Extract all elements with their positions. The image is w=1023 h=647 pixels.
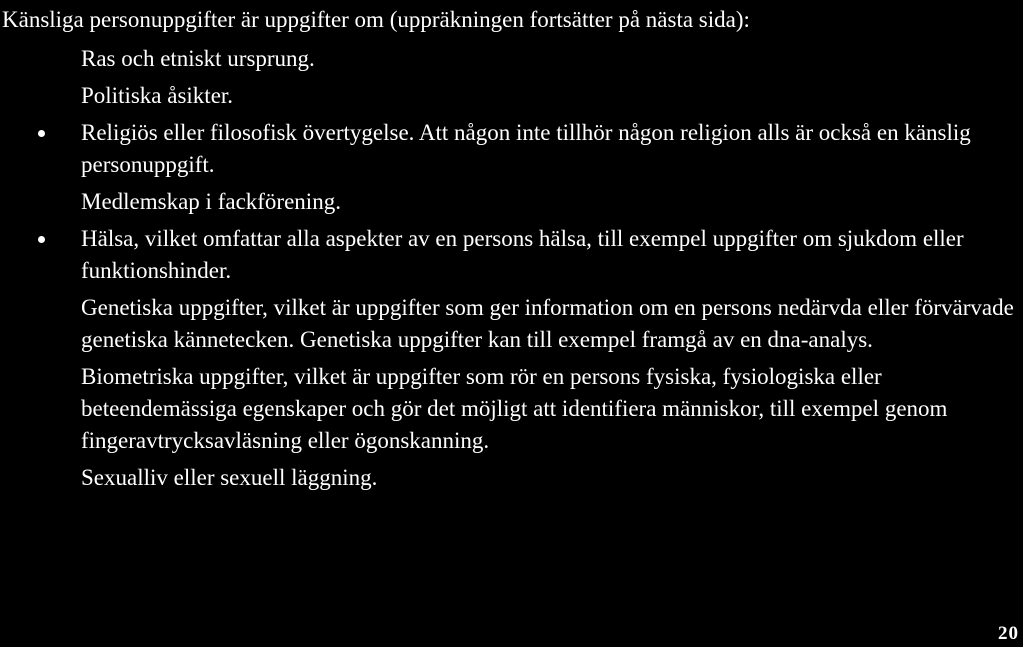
list-item-text: Sexualliv eller sexuell läggning. [81,465,378,490]
list-item-text: Biometriska uppgifter, vilket är uppgifter som rör en persons fysiska, fysiologiska eller beteendemässiga egenskaper och gör det möjligt att identifiera människor, till exempel genom fingeravtrycksavläsning eller ögonskanning. [81,364,948,453]
list-item-text: Medlemskap i fackförening. [81,189,341,214]
list-item [0,292,1021,356]
list-item [0,43,1021,75]
list-item [0,80,1021,112]
list-item-text: Politiska åsikter. [81,83,234,108]
bullet-icon [38,130,45,137]
list-item-text: Religiös eller filosofisk övertygelse. Att någon inte tillhör någon religion alls är också en känslig personuppgift. [81,120,971,177]
page-number: 20 [998,623,1019,644]
list-item [0,117,1021,181]
list-item [0,186,1021,218]
list-item-text: Genetiska uppgifter, vilket är uppgifter som ger information om en persons nedärvda eller förvärvade genetiska kännetecken. Genetiska uppgifter kan till exempel framgå av en dna-analys. [81,295,1014,352]
list-item [0,462,1021,494]
list-item [0,223,1021,287]
list-item-text: Hälsa, vilket omfattar alla aspekter av en persons hälsa, till exempel uppgifter om sjukdom eller funktionshinder. [81,226,964,283]
list-item [0,361,1021,457]
list-item-text: Ras och etniskt ursprung. [81,46,315,71]
page-heading: Känsliga personuppgifter är uppgifter om (uppräkningen fortsätter på nästa sida): [2,7,750,32]
sensitive-data-list [0,43,1023,499]
bullet-icon [38,236,45,243]
